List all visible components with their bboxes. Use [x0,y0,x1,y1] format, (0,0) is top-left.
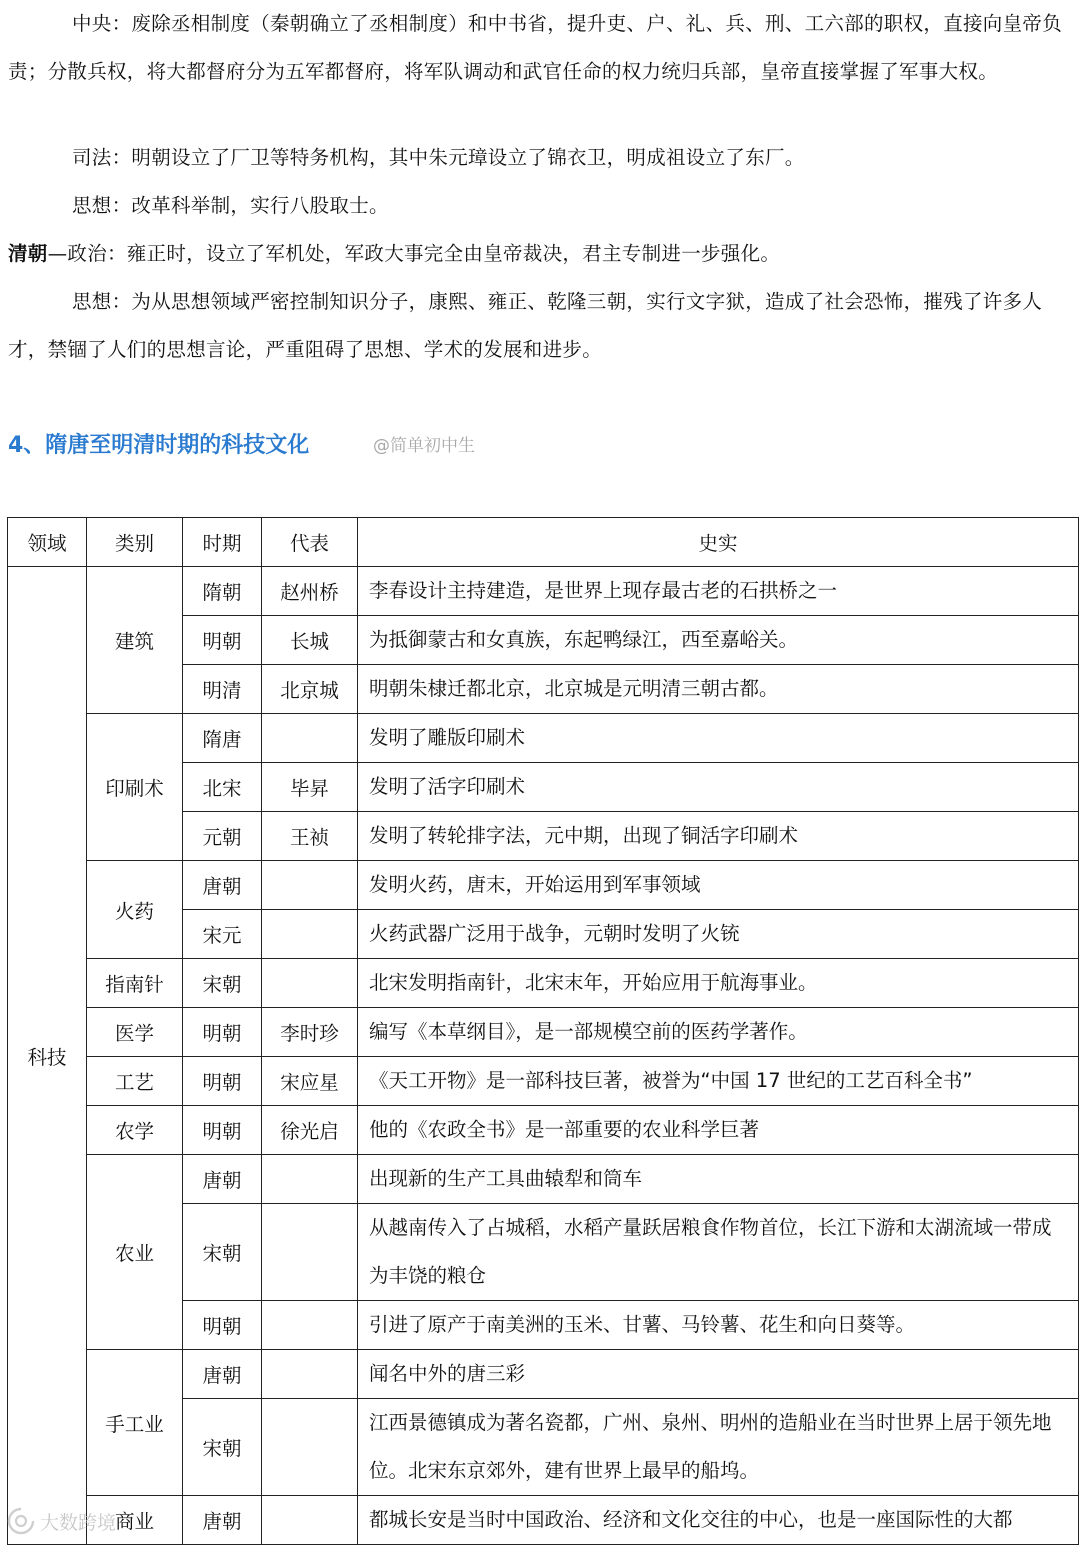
table-row [8,567,1079,616]
representative-cell [262,1301,358,1350]
author-watermark: @简单初中生 [373,436,475,456]
category-cell: 农学 [87,1106,183,1155]
category-cell: 医学 [87,1008,183,1057]
fact-cell: 发明火药，唐末，开始运用到军事领域 [358,861,1079,910]
fact-cell: 引进了原产于南美洲的玉米、甘薯、马铃薯、花生和向日葵等。 [358,1301,1079,1350]
representative-cell [262,1204,358,1301]
footer-watermark-text: 大数跨境 [40,1511,117,1534]
representative-cell: 长城 [262,616,358,665]
representative-cell [262,1399,358,1496]
category-cell: 工艺 [87,1057,183,1106]
brand-logo-icon [6,1506,36,1536]
header-fact: 史实 [358,518,1079,567]
category-cell: 手工业 [87,1350,183,1496]
category-cell: 印刷术 [87,714,183,861]
paragraph-thought-qing: 思想：为从思想领域严密控制知识分子，康熙、雍正、乾隆三朝，实行文字狱，造成了社会恐怖，摧残了许多人才，禁锢了人们的思想言论，严重阻碍了思想、学术的发展和进步。 [8,290,1043,361]
period-cell: 唐朝 [183,861,262,910]
representative-cell [262,861,358,910]
fact-cell: 编写《本草纲目》，是一部规模空前的医药学著作。 [358,1008,1079,1057]
period-cell: 隋唐 [183,714,262,763]
fact-cell: 明朝朱棣迁都北京，北京城是元明清三朝古都。 [358,665,1079,714]
header-category: 类别 [87,518,183,567]
period-cell: 明清 [183,665,262,714]
category-cell: 商业 [87,1496,183,1545]
domain-cell: 科技 [8,567,87,1545]
representative-cell: 北京城 [262,665,358,714]
period-cell: 宋朝 [183,1204,262,1301]
table-header-row [8,518,1079,567]
representative-cell [262,714,358,763]
period-cell: 明朝 [183,616,262,665]
period-cell: 明朝 [183,1106,262,1155]
table-row [8,1057,1079,1106]
table-row [8,1350,1079,1399]
period-cell: 宋元 [183,910,262,959]
period-cell: 宋朝 [183,1399,262,1496]
paragraph-central: 中央：废除丞相制度（秦朝确立了丞相制度）和中书省，提升吏、户、礼、兵、刑、工六部的职权，直接向皇帝负责；分散兵权，将大都督府分为五军都督府，将军队调动和武官任命的权力统归兵部，皇帝直接掌握了军事大权。 [8,12,1063,83]
period-cell: 宋朝 [183,959,262,1008]
header-domain: 领域 [8,518,87,567]
qing-label: 清朝 [8,242,48,265]
qing-politics: —政治：雍正时，设立了军机处，军政大事完全由皇帝裁决，君主专制进一步强化。 [47,242,781,265]
period-cell: 唐朝 [183,1155,262,1204]
fact-cell: 发明了雕版印刷术 [358,714,1079,763]
fact-cell: 发明了活字印刷术 [358,763,1079,812]
section-title: 4、隋唐至明清时期的科技文化 [8,433,310,458]
fact-cell: 发明了转轮排字法，元中期，出现了铜活字印刷术 [358,812,1079,861]
fact-cell: 为抵御蒙古和女真族，东起鸭绿江，西至嘉峪关。 [358,616,1079,665]
category-cell: 建筑 [87,567,183,714]
representative-cell: 徐光启 [262,1106,358,1155]
fact-cell: 从越南传入了占城稻，水稻产量跃居粮食作物首位，长江下游和太湖流域一带成为丰饶的粮仓 [358,1204,1079,1301]
table-row [8,1155,1079,1204]
fact-cell: 闻名中外的唐三彩 [358,1350,1079,1399]
table-row [8,1106,1079,1155]
representative-cell: 宋应星 [262,1057,358,1106]
period-cell: 隋朝 [183,567,262,616]
fact-cell: 出现新的生产工具曲辕犁和筒车 [358,1155,1079,1204]
representative-cell [262,910,358,959]
period-cell: 唐朝 [183,1350,262,1399]
table-row [8,1008,1079,1057]
fact-cell: 李春设计主持建造，是世界上现存最古老的石拱桥之一 [358,567,1079,616]
table-row [8,714,1079,763]
period-cell: 唐朝 [183,1496,262,1545]
representative-cell: 王祯 [262,812,358,861]
representative-cell: 赵州桥 [262,567,358,616]
paragraph-thought-ming: 思想：改革科举制，实行八股取士。 [72,194,389,217]
category-cell: 火药 [87,861,183,959]
category-cell: 指南针 [87,959,183,1008]
representative-cell: 毕昇 [262,763,358,812]
period-cell: 明朝 [183,1008,262,1057]
representative-cell [262,1496,358,1545]
header-representative: 代表 [262,518,358,567]
representative-cell [262,1155,358,1204]
fact-cell: 都城长安是当时中国政治、经济和文化交往的中心，也是一座国际性的大都 [358,1496,1079,1545]
table-row [8,861,1079,910]
period-cell: 元朝 [183,812,262,861]
period-cell: 北宋 [183,763,262,812]
header-period: 时期 [183,518,262,567]
fact-cell: 《天工开物》是一部科技巨著，被誉为“中国 17 世纪的工艺百科全书” [358,1057,1079,1106]
fact-cell: 江西景德镇成为著名瓷都，广州、泉州、明州的造船业在当时世界上居于领先地位。北宋东京郊外，建有世界上最早的船坞。 [358,1399,1079,1496]
footer-watermark [6,1505,116,1537]
category-cell: 农业 [87,1155,183,1350]
paragraph-qing [8,230,1076,278]
fact-cell: 火药武器广泛用于战争，元朝时发明了火铳 [358,910,1079,959]
fact-cell: 北宋发明指南针，北宋末年，开始应用于航海事业。 [358,959,1079,1008]
representative-cell: 李时珍 [262,1008,358,1057]
period-cell: 明朝 [183,1057,262,1106]
table-row [8,1496,1079,1545]
period-cell: 明朝 [183,1301,262,1350]
table-row [8,959,1079,1008]
representative-cell [262,1350,358,1399]
paragraph-judicial: 司法：明朝设立了厂卫等特务机构，其中朱元璋设立了锦衣卫，明成祖设立了东厂。 [72,146,805,169]
fact-cell: 他的《农政全书》是一部重要的农业科学巨著 [358,1106,1079,1155]
representative-cell [262,959,358,1008]
science-culture-table [7,517,1079,1545]
